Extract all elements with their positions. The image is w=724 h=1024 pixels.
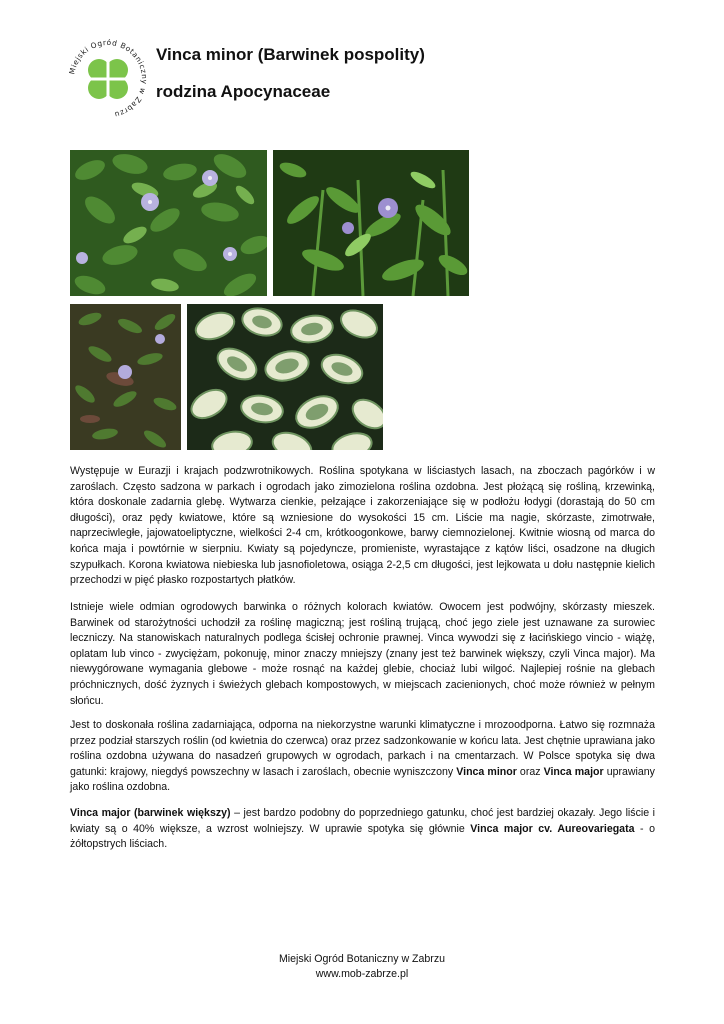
paragraph-text: – jest bardzo podobny do poprzedniego gatunku, choć jest bardziej okazały. Jego liście i kwiaty są o 40% większe, a wzrost wolniejszy. W uprawie spotyka się głównie — [70, 807, 655, 835]
description-paragraph-2 — [70, 600, 655, 709]
clover-icon — [88, 59, 128, 99]
cultivar-name: Vinca major cv. Aureovariegata — [470, 822, 635, 835]
page-title: Vinca minor (Barwinek pospolity) — [156, 45, 425, 64]
footer-organization: Miejski Ogród Botaniczny w Zabrzu — [278, 953, 446, 965]
description-paragraph-4 — [70, 806, 655, 853]
paragraph-text: Istnieje wiele odmian ogrodowych barwinka o różnych kolorach kwiatów. Owocem jest podwójny, skórzasty mieszek. Barwinek od starożytności uchodził za roślinę magiczną; jest rośliną trującą, choć jego ziele jest uznawane za surowiec leczniczy. Na stanowiskach naturalnych podlega ścisłej ochronie prawnej. Vinca wywodzi się z łacińskiego vincio - wiążę, oplatam lub vinco - zwyciężam, pokonuję, minor znaczy mniejszy (znany jest też barwinek większy, czyli Vinca major). Ma niewygórowane wymagania glebowe - może rosnąć na każdej glebie, chociaż lubi wilgoć. Najlepiej rośnie na glebach próchnicznych, dość żyznych i świeżych glebach kompostowych, w miejscach zacienionych, choć może również w pełnym słońcu. — [70, 601, 655, 707]
paragraph-text: Jest to doskonała roślina zadarniająca, odporna na niekorzystne warunki klimatyczne i mrozoodporna. Łatwo się rozmnaża przez podział starszych roślin (od kwietnia do czerwca) oraz przez sadzonkowanie w końcu lata. Jest chętnie uprawiana jako roślina ozdobna używana do nasadzeń grupowych w ogrodach, parkach i na cmentarzach. W Polsce spotyka się dwa gatunki: krajowy, niegdyś powszechny w lasach i zaroślach, obecnie wyniszczony — [70, 719, 655, 778]
paragraph-text: oraz — [516, 765, 544, 778]
garden-logo — [66, 37, 150, 121]
description-paragraph-1 — [70, 464, 655, 589]
species-name-minor: Vinca minor — [456, 765, 517, 778]
page-footer — [0, 952, 724, 982]
paragraph-text: Występuje w Eurazji i krajach podzwrotnikowych. Roślina spotykana w liściastych lasach, na zboczach pagórków i w zaroślach. Często sadzona w parkach i ogrodach jako zimozielona roślina ozdobna. Jest płożącą się rośliną, krzewinką, która doskonale zadarnia glebę. Wytwarza cienkie, pełzające i zakorzeniające się w podłożu łodygi (dorastają do 50 cm długości), oraz pędy kwiatowe, które są wzniesione do wysokości 15 cm. Liście ma nagie, skórzaste, zimotrwałe, naprzeciwległe, jajowatoeliptyczne, wielkości 2-4 cm, krótkoogonkowe, barwy ciemnozielonej. Kwitnie wiosną od marca do końca maja i powtórnie w sierpniu. Kwiaty są pojedyncze, promieniste, wyrastające z kątów liści, osadzone na długich szypułkach. Korona kwiatowa niebieska lub jasnofioletowa, osiąga 2-2,5 cm długości, jest lejkowata u dołu następnie kielich przechodzi w pięć płasko rozpostartych płatków. — [70, 465, 655, 587]
photo-vinca-minor-flowers — [70, 150, 267, 296]
logo-ring-text: Miejski Ogród Botaniczny w Zabrzu — [67, 37, 150, 120]
photo-vinca-minor-groundcover — [70, 304, 181, 450]
paragraph-text: uprawiany jako roślina ozdobna. — [70, 765, 655, 794]
species-heading-major: Vinca major (barwinek większy) — [70, 807, 231, 819]
description-paragraph-3 — [70, 718, 655, 796]
photo-vinca-minor-shoots — [273, 150, 469, 296]
paragraph-text: - o żółtopstrych liściach. — [70, 822, 655, 851]
species-name-major: Vinca major — [543, 765, 604, 778]
photo-vinca-major-variegata — [187, 304, 383, 450]
family-subtitle: rodzina Apocynaceae — [156, 82, 331, 101]
footer-website-link[interactable]: www.mob-zabrze.pl — [315, 968, 409, 980]
